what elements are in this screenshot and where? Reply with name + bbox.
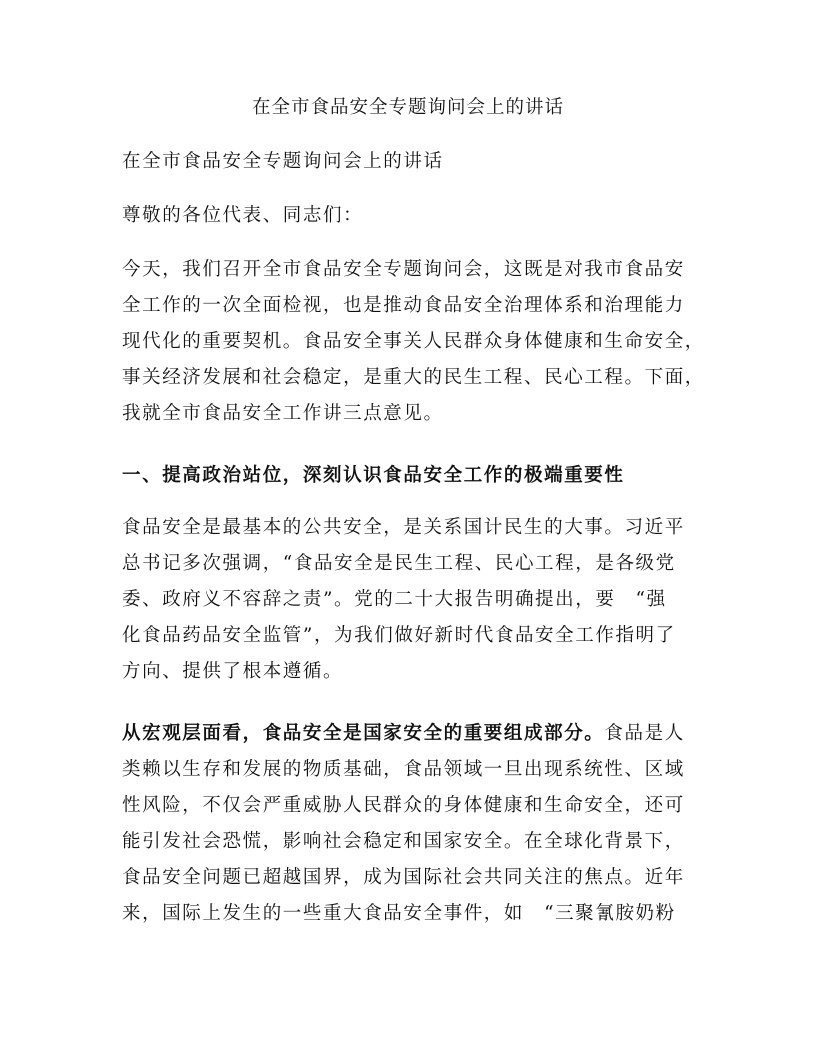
- paragraph-opening: [122, 252, 705, 432]
- section-heading-text: 一、提高政治站位，深刻认识食品安全工作的极端重要性: [122, 465, 625, 486]
- paragraph-first-line: [122, 716, 688, 752]
- paragraph-line: 化食品药品安全监管”，为我们做好新时代食品安全工作指明了: [122, 625, 676, 646]
- salutation-text: 尊敬的各位代表、同志们：: [122, 205, 364, 226]
- paragraph-line: 类赖以生存和发展的物质基础，食品领域一旦出现系统性、区域: [122, 759, 685, 780]
- paragraph-line: 今天，我们召开全市食品安全专题询问会，这既是对我市食品安: [122, 259, 685, 280]
- paragraph-line: 方向、提供了根本遵循。: [122, 661, 344, 682]
- paragraph-line: 食品安全是最基本的公共安全，是关系国计民生的大事。习近平: [122, 517, 685, 538]
- paragraph-line: 我就全市食品安全工作讲三点意见。: [122, 403, 444, 424]
- paragraph-line: 委、政府义不容辞之责”。党的二十大报告明确提出，要 “强: [122, 589, 667, 610]
- heading-text: 在全市食品安全专题询问会上的讲话: [122, 151, 444, 172]
- paragraph-line: 全工作的一次全面检视，也是推动食品安全治理体系和治理能力: [122, 295, 685, 316]
- paragraph-line: 总书记多次强调，“食品安全是民生工程、民心工程，是各级党: [122, 553, 676, 574]
- paragraph-lead-rest: 食品是人: [604, 723, 685, 744]
- salutation: [122, 198, 688, 234]
- paragraph-lead-bold: 从宏观层面看，食品安全是国家安全的重要组成部分。: [122, 723, 605, 744]
- document-title: 在全市食品安全专题询问会上的讲话: [251, 97, 564, 118]
- paragraph-macro-view: [122, 716, 688, 932]
- paragraph-line: 事关经济发展和社会稳定，是重大的民生工程、民心工程。下面，: [122, 367, 705, 388]
- paragraph-line: 能引发社会恐慌，影响社会稳定和国家安全。在全球化背景下，: [122, 831, 685, 852]
- document-heading: [122, 144, 688, 180]
- paragraph-line: 食品安全问题已超越国界，成为国际社会共同关注的焦点。近年: [122, 867, 685, 888]
- paragraph-line: 性风险，不仅会严重威胁人民群众的身体健康和生命安全，还可: [122, 795, 685, 816]
- paragraph-public-safety: [122, 510, 688, 690]
- paragraph-line: 现代化的重要契机。食品安全事关人民群众身体健康和生命安全，: [122, 331, 705, 352]
- paragraph-line: 来，国际上发生的一些重大食品安全事件，如 “三聚氰胺奶粉: [122, 903, 676, 924]
- section-heading-1: [122, 458, 688, 494]
